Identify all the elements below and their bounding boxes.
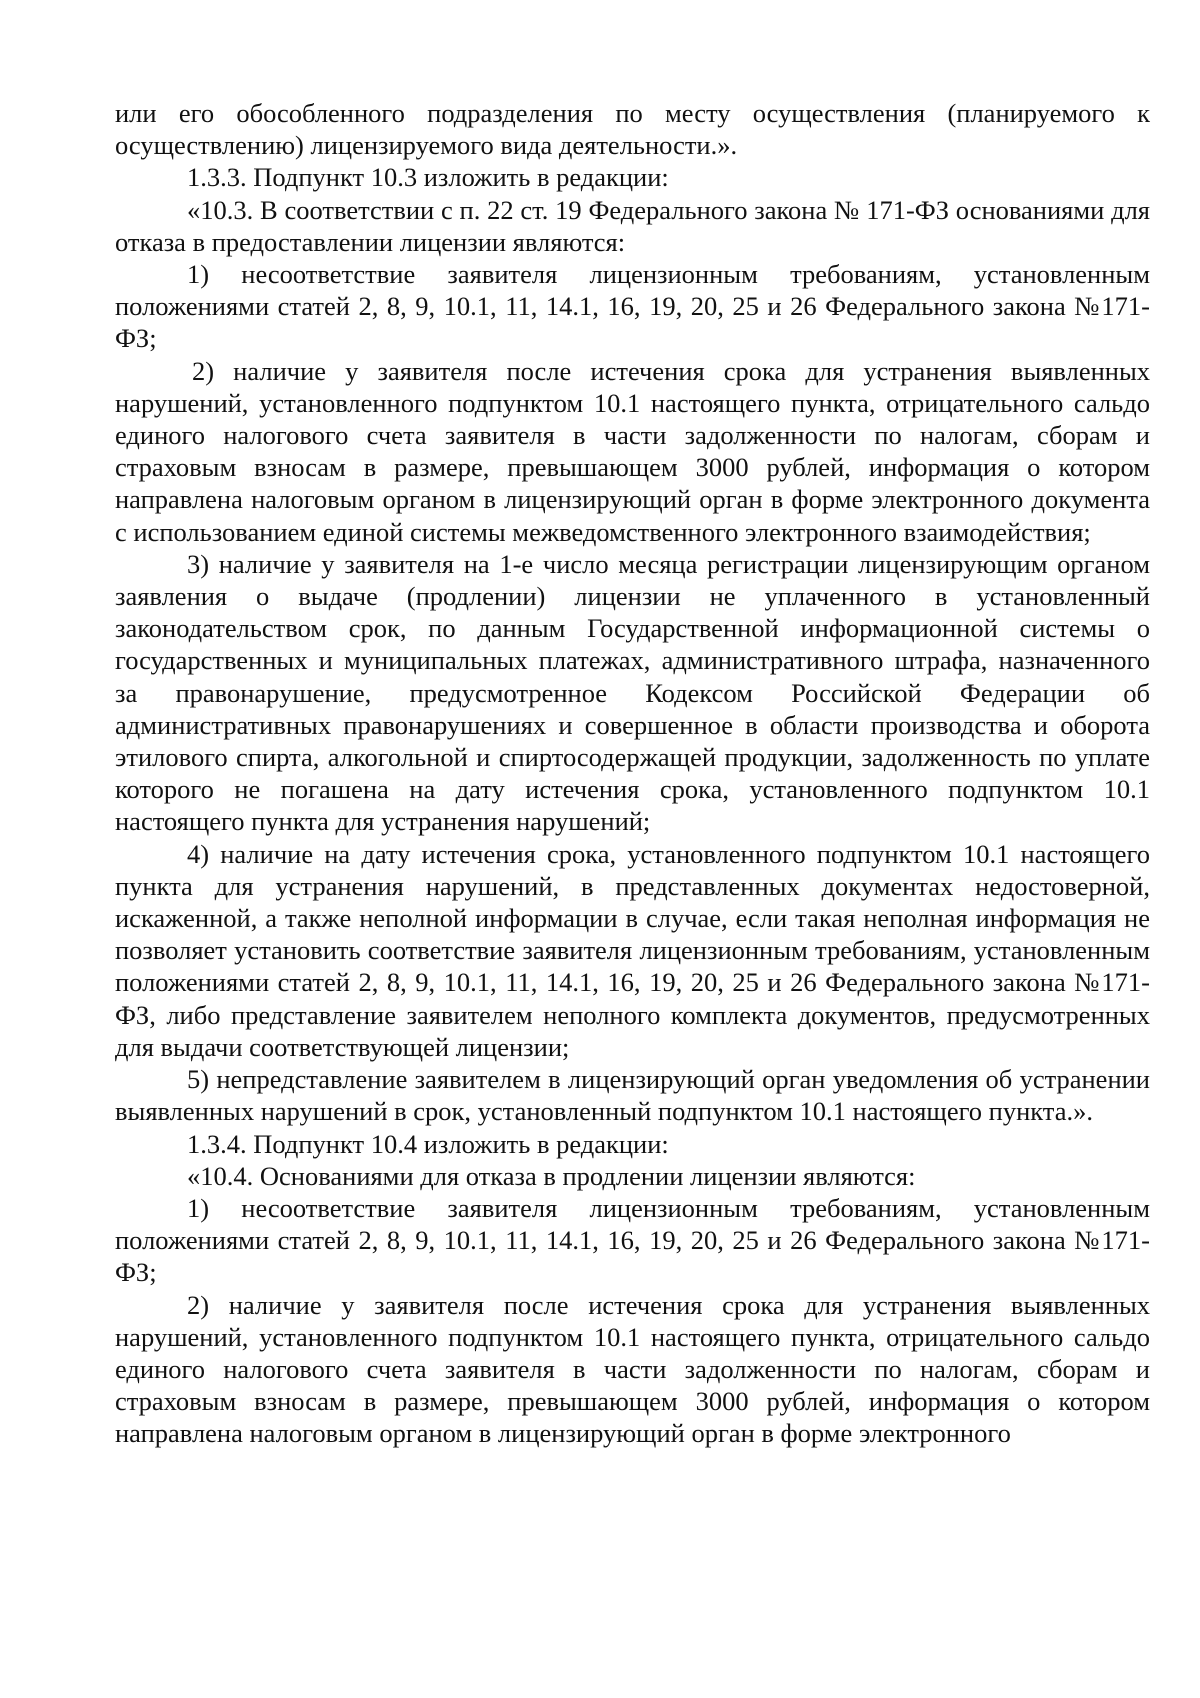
paragraph-1-3-4: 1.3.4. Подпункт 10.4 изложить в редакции: — [187, 1128, 669, 1159]
paragraph-10-3-item-2: 2) наличие у заявителя после истечения срока для устранения выявленных нарушений, установленного подпунктом 10.1 настоящего пункта, отрицательного сальдо единого налогового счета заявителя в части задолженности по налогам, сборам и страховым взносам в размере, превышающем 3000 рублей, информация о котором направлена налоговым органом в лицензирующий орган в форме электронного документа с использованием единой системы межведомственного электронного взаимодействия; — [115, 355, 1150, 547]
document-page — [115, 97, 1150, 1450]
paragraph-10-4-item-1: 1) несоответствие заявителя лицензионным требованиям, установленным положениями статей 2, 8, 9, 10.1, 11, 14.1, 16, 19, 20, 25 и 26 Федерального закона №171-ФЗ; — [115, 1192, 1150, 1288]
paragraph-1-3-3: 1.3.3. Подпункт 10.3 изложить в редакции: — [187, 162, 669, 193]
paragraph-10-4-item-2: 2) наличие у заявителя после истечения срока для устранения выявленных нарушений, установленного подпунктом 10.1 настоящего пункта, отрицательного сальдо единого налогового счета заявителя в части задолженности по налогам, сборам и страховым взносам в размере, превышающем 3000 рублей, информация о котором направлена налоговым органом в лицензирующий орган в форме электронного — [115, 1289, 1150, 1449]
paragraph-10-3-item-4: 4) наличие на дату истечения срока, установленного подпунктом 10.1 настоящего пункта для устранения нарушений, в представленных документах недостоверной, искаженной, а также неполной информации в случае, если такая неполная информация не позволяет установить соответствие заявителя лицензионным требованиям, установленным положениями статей 2, 8, 9, 10.1, 11, 14.1, 16, 19, 20, 25 и 26 Федерального закона №171-ФЗ, либо представление заявителем неполного комплекта документов, предусмотренных для выдачи соответствующей лицензии; — [115, 838, 1150, 1062]
paragraph-10-3-item-3: 3) наличие у заявителя на 1-е число месяца регистрации лицензирующим органом заявления о выдаче (продлении) лицензии не уплаченного в установленный законодательством срок, по данным Государственной информационной системы о государственных и муниципальных платежах, административного штрафа, назначенного за правонарушение, предусмотренное Кодексом Российской Федерации об административных правонарушениях и совершенное в области производства и оборота этилового спирта, алкогольной и спиртосодержащей продукции, задолженность по уплате которого не погашена на дату истечения срока, установленного подпунктом 10.1 настоящего пункта для устранения нарушений; — [115, 548, 1150, 837]
paragraph-continuation: или его обособленного подразделения по месту осуществления (планируемого к осуществлению) лицензируемого вида деятельности.». — [115, 98, 1150, 161]
paragraph-10-3-item-5: 5) непредставление заявителем в лицензирующий орган уведомления об устранении выявленных нарушений в срок, установленный подпунктом 10.1 настоящего пункта.». — [115, 1064, 1150, 1127]
paragraph-10-3-item-1: 1) несоответствие заявителя лицензионным требованиям, установленным положениями статей 2, 8, 9, 10.1, 11, 14.1, 16, 19, 20, 25 и 26 Федерального закона №171-ФЗ; — [115, 259, 1150, 354]
paragraph-10-4: «10.4. Основаниями для отказа в продлении лицензии являются: — [187, 1160, 916, 1191]
paragraph-10-3: «10.3. В соответствии с п. 22 ст. 19 Федерального закона № 171-ФЗ основаниями для отказа в предоставлении лицензии являются: — [115, 194, 1150, 257]
